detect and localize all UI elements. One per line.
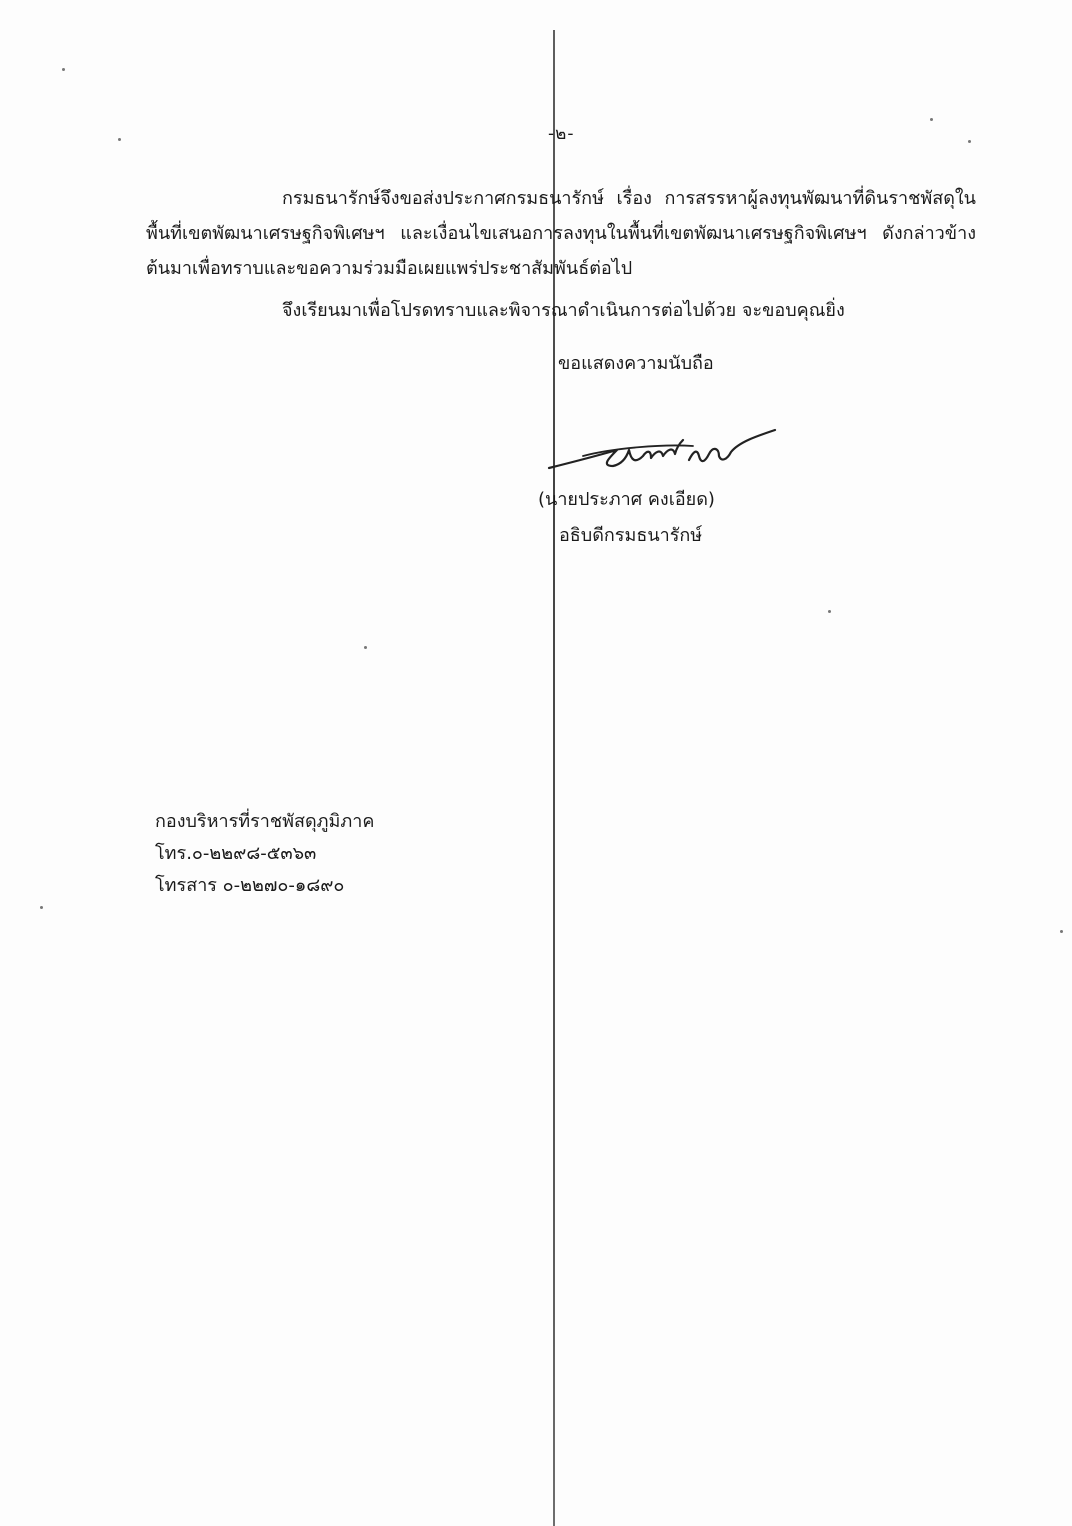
scan-speck — [118, 138, 121, 141]
contact-block — [155, 806, 374, 902]
scan-speck — [40, 906, 43, 909]
scan-speck — [930, 118, 933, 121]
scan-speck — [1060, 930, 1063, 933]
scan-speck — [364, 646, 367, 649]
contact-division: กองบริหารที่ราชพัสดุภูมิภาค — [155, 811, 375, 832]
closing-salutation: ขอแสดงความนับถือ — [558, 353, 714, 374]
page-number: -๒- — [548, 124, 575, 144]
scan-speck — [968, 140, 971, 143]
contact-fax: โทรสาร ๐-๒๒๗๐-๑๘๙๐ — [155, 875, 345, 896]
contact-phone: โทร.๐-๒๒๙๘-๕๓๖๓ — [155, 843, 317, 864]
scan-speck — [828, 610, 831, 613]
handwritten-signature — [543, 416, 783, 490]
signer-title: อธิบดีกรมธนารักษ์ — [559, 525, 703, 546]
scan-speck — [62, 68, 65, 71]
body-paragraph-2: จึงเรียนมาเพื่อโปรดทราบและพิจารณาดำเนินการต่อไปด้วย จะขอบคุณยิ่ง — [282, 300, 845, 321]
signer-name: (นายประภาศ คงเอียด) — [538, 489, 715, 510]
body-paragraph-1: กรมธนารักษ์จึงขอส่งประกาศกรมธนารักษ์ เรื่อง การสรรหาผู้ลงทุนพัฒนาที่ดินราชพัสดุในพื้นที่เขตพัฒนาเศรษฐกิจพิเศษฯ และเงื่อนไขเสนอการลงทุนในพื้นที่เขตพัฒนาเศรษฐกิจพิเศษฯ ดังกล่าวข้างต้นมาเพื่อทราบและขอความร่วมมือเผยแพร่ประชาสัมพันธ์ต่อไป — [146, 188, 976, 279]
